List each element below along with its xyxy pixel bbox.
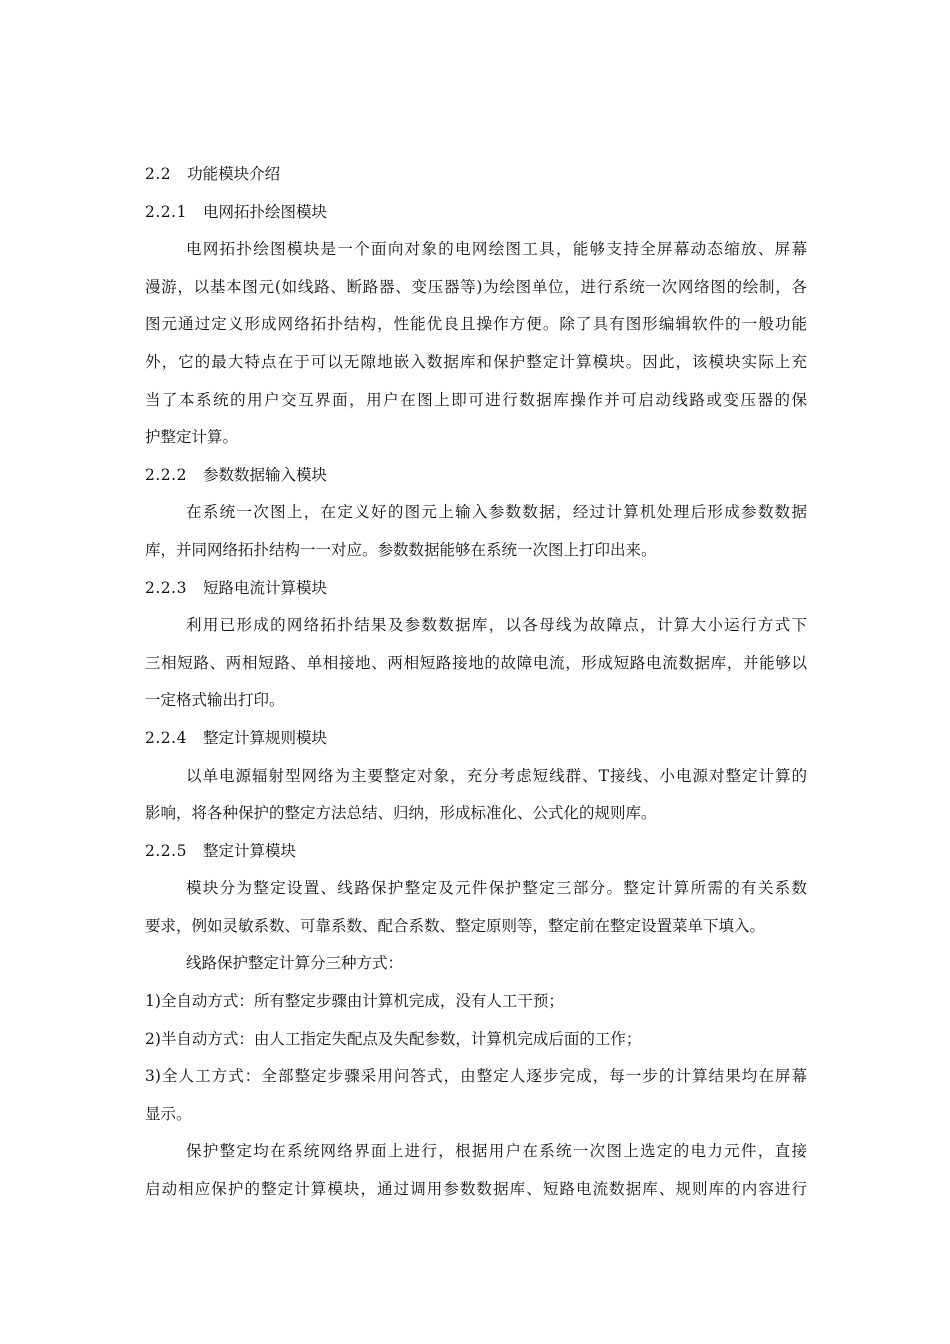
paragraph-line: 启动相应保护的整定计算模块，通过调用参数数据库、短路电流数据库、规则库的内容进行 (145, 1180, 807, 1199)
paragraph-line: 在系统一次图上，在定义好的图元上输入参数数据，经过计算机处理后形成参数数据 (186, 503, 807, 522)
list-item: 1)全自动方式：所有整定步骤由计算机完成，没有人工干预； (145, 992, 564, 1011)
subsection-number: 2.2.1 (145, 202, 187, 221)
list-item: 3)全人工方式：全部整定步骤采用问答式，由整定人逐步完成，每一步的计算结果均在屏幕 (145, 1067, 807, 1086)
subsection-number: 2.2.5 (145, 841, 187, 860)
subsection-heading (145, 574, 807, 603)
paragraph-line: 一定格式输出打印。 (145, 691, 285, 710)
paragraph-line: 护整定计算。 (145, 428, 239, 447)
paragraph (145, 611, 807, 715)
subsection-heading (145, 724, 807, 753)
list-item: 显示。 (145, 1104, 192, 1123)
subsection-title: 参数数据输入模块 (202, 465, 327, 484)
document-page (145, 160, 807, 1204)
subsection-heading (145, 837, 807, 866)
subsection-title: 整定计算模块 (202, 841, 296, 860)
paragraph-line: 外，它的最大特点在于可以无隙地嵌入数据库和保护整定计算模块。因此，该模块实际上充 (145, 352, 807, 371)
paragraph-line: 图元通过定义形成网络拓扑结构，性能优良且操作方便。除了具有图形编辑软件的一般功能 (145, 315, 807, 334)
paragraph-line: 漫游，以基本图元(如线路、断路器、变压器等)为绘图单位，进行系统一次网络图的绘制，各 (145, 277, 807, 296)
subsection-heading (145, 461, 807, 490)
paragraph (145, 874, 807, 940)
section-title: 功能模块介绍 (187, 165, 281, 183)
subsection-title: 短路电流计算模块 (202, 578, 327, 597)
paragraph (145, 498, 807, 564)
section-heading (145, 160, 807, 189)
paragraph-line: 以单电源辐射型网络为主要整定对象，充分考虑短线群、T接线、小电源对整定计算的 (186, 766, 807, 785)
paragraph-line: 模块分为整定设置、线路保护整定及元件保护整定三部分。整定计算所需的有关系数 (186, 879, 807, 898)
paragraph-line: 要求，例如灵敏系数、可靠系数、配合系数、整定原则等，整定前在整定设置菜单下填入。 (145, 916, 766, 935)
paragraph-line: 当了本系统的用户交互界面，用户在图上即可进行数据库操作并可启动线路或变压器的保 (145, 390, 807, 409)
paragraph-line: 三相短路、两相短路、单相接地、两相短路接地的故障电流，形成短路电流数据库，并能够以 (145, 653, 807, 672)
paragraph-line: 影响，将各种保护的整定方法总结、归纳，形成标准化、公式化的规则库。 (145, 804, 657, 823)
paragraph-line: 利用已形成的网络拓扑结果及参数数据库，以各母线为故障点，计算大小运行方式下 (186, 616, 807, 635)
section-number: 2.2 (145, 165, 172, 183)
subsection-number: 2.2.2 (145, 465, 187, 484)
paragraph (145, 762, 807, 828)
paragraph (145, 1137, 807, 1203)
subsection-heading (145, 198, 807, 227)
list-item: 2)半自动方式：由人工指定失配点及失配参数，计算机完成后面的工作； (145, 1029, 642, 1048)
paragraph (145, 235, 807, 452)
subsection-number: 2.2.3 (145, 578, 187, 597)
paragraph-line: 线路保护整定计算分三种方式： (186, 954, 404, 973)
subsection-number: 2.2.4 (145, 728, 187, 747)
subsection-title: 电网拓扑绘图模块 (202, 202, 327, 221)
paragraph-line: 电网拓扑绘图模块是一个面向对象的电网绘图工具，能够支持全屏幕动态缩放、屏幕 (186, 240, 807, 259)
subsection-title: 整定计算规则模块 (202, 728, 327, 747)
paragraph-line: 库，并同网络拓扑结构一一对应。参数数据能够在系统一次图上打印出来。 (145, 540, 657, 559)
paragraph-line: 保护整定均在系统网络界面上进行，根据用户在系统一次图上选定的电力元件，直接 (186, 1142, 807, 1161)
